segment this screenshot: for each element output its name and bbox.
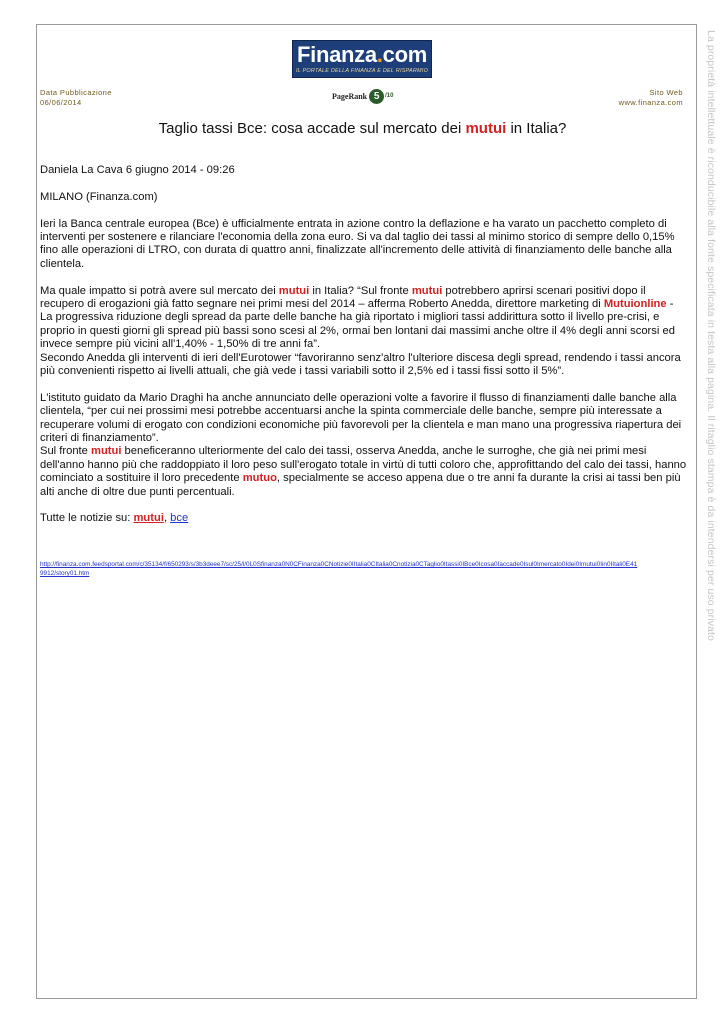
pagerank-value: 5 xyxy=(369,89,384,104)
highlight-mutui: mutui xyxy=(278,284,310,297)
p3-text-b3: , specialmente se acceso appena due o tre anni fa durante la crisi ai tassi ben più alti anche di oltre due punti percentuali. xyxy=(40,472,681,498)
highlight-mutuo: mutuo xyxy=(242,472,277,485)
publication-info xyxy=(40,88,112,107)
tag-link-bce[interactable]: bce xyxy=(170,512,189,525)
highlight-mutuionline: Mutuionline xyxy=(603,298,667,311)
title-text-post: in Italia? xyxy=(506,120,567,137)
p3-text-a: L'istituto guidato da Mario Draghi ha anche annunciato delle operazioni volte a favorire il flusso di finanziamenti dalle banche alla clientela, “per cui nei prossimi mesi potrebbe accentuarsi anche la spinta commerciale delle banche, sempre più interessate a recuperare volumi di erogato con condizioni economiche più favorevoli per la clientela e man mano una progressiva riapertura dei criteri di finanziamento”. xyxy=(40,391,682,445)
p2-text-c: potrebbero aprirsi scenari positivi dopo il recupero di erogazioni già fatto segnare nei primi mesi del 2014 – afferma Roberto Anedda, direttore marketing di xyxy=(40,284,646,311)
source-url-link[interactable]: http://finanza.com.feedsportal.com/c/35134/f/650293/s/3b3deee7/sc/25/l/0L0Sfinanza0N0CFinanza0CNotizie0IItalia0CItalia0Cnotizia0CTaglio0Itassi0IBce0Icosa0Iaccade0Isul0Imercato0Idei0Imutui0Iin0IItali0E419912/story01.htm xyxy=(40,561,638,577)
tag-link-mutui[interactable]: mutui xyxy=(133,512,164,525)
paragraph-1: Ieri la Banca centrale europea (Bce) è ufficialmente entrata in azione contro la deflazione e ha varato un pacchetto completo di interventi per sostenere e rilanciare l'economia della zona euro. Si va dal taglio dei tassi al minimo storico di sempre dello 0,15% fino alle operazioni di LTRO, con durata di quattro anni, finalizzate all'incremento delle attività di finanziamento delle banche alla clientela. xyxy=(40,217,675,270)
website-info xyxy=(619,88,683,107)
pagerank-badge xyxy=(332,88,393,104)
logo-dot: . xyxy=(376,42,383,67)
copyright-side-note: La proprietà intellettuale è riconducibile alla fonte specificata in testa alla pagina. Il ritaglio stampa è da intendersi per uso privato xyxy=(705,30,717,641)
p2-text-b: in Italia? “Sul fronte xyxy=(309,284,412,297)
highlight-mutui: mutui xyxy=(91,445,122,458)
pagerank-scale: /10 xyxy=(385,93,394,99)
p2-text-a: Ma quale impatto si potrà avere sul mercato dei xyxy=(40,284,279,297)
title-highlight: mutui xyxy=(465,120,507,137)
tag-separator: , xyxy=(163,512,171,525)
article-body xyxy=(40,164,688,539)
p2-text-d: - La progressiva riduzione degli spread da parte delle banche ha già riportato i migliori tassi addirittura sotto il livello pre-crisi, e proprio in questi giorni gli spread più bassi sono scesi al 2%, ormai ben lontani dai massimi anche oltre il 4% degli anni scorsi ed invece sempre più vicini all'1,40% - 1,50% di tre anni fa”. xyxy=(40,298,675,351)
logo-name-part1: Finanza xyxy=(297,42,377,67)
logo-name-part2: com xyxy=(382,42,427,67)
article-dateline: MILANO (Finanza.com) xyxy=(40,190,158,203)
highlight-mutui: mutui xyxy=(411,284,443,297)
logo-tagline: IL PORTALE DELLA FINANZA E DEL RISPARMIO xyxy=(295,68,429,74)
p3-text-b1: Sul fronte xyxy=(40,445,91,458)
paragraph-3 xyxy=(40,392,688,499)
p3-text-b2: beneficeranno ulteriormente del calo dei tassi, osserva Anedda, anche le surroghe, che già nei primi mesi dell'anno hanno più che raddoppiato il loro peso sull'erogato totale in virtù di tutti coloro che, approfittando del calo dei tassi, hanno cominciato a sostituire il loro precedente xyxy=(40,445,687,485)
title-text-pre: Taglio tassi Bce: cosa accade sul mercato dei xyxy=(158,120,466,137)
logo-wordmark xyxy=(297,43,427,67)
website-url: www.finanza.com xyxy=(618,97,683,107)
finanza-logo xyxy=(292,40,432,78)
paragraph-2 xyxy=(40,285,688,379)
tags-label: Tutte le notizie su: xyxy=(40,512,134,525)
article-title xyxy=(40,120,685,137)
pagerank-label: PageRank xyxy=(332,91,368,101)
article-byline: Daniela La Cava 6 giugno 2014 - 09:26 xyxy=(40,164,235,176)
website-label: Sito Web xyxy=(649,88,683,97)
publication-date: 06/06/2014 xyxy=(40,97,82,107)
tags-line xyxy=(40,512,688,525)
publication-label: Data Pubblicazione xyxy=(40,88,112,97)
p2-text-e: Secondo Anedda gli interventi di ieri dell'Eurotower “favoriranno senz'altro l'ulteriore discesa degli spread, rendendo i tassi ancora più convenienti rispetto ai livelli attuali, che già vede i tassi variabili sotto il 2,5% ed i tassi fissi sotto il 5%”. xyxy=(40,351,681,378)
